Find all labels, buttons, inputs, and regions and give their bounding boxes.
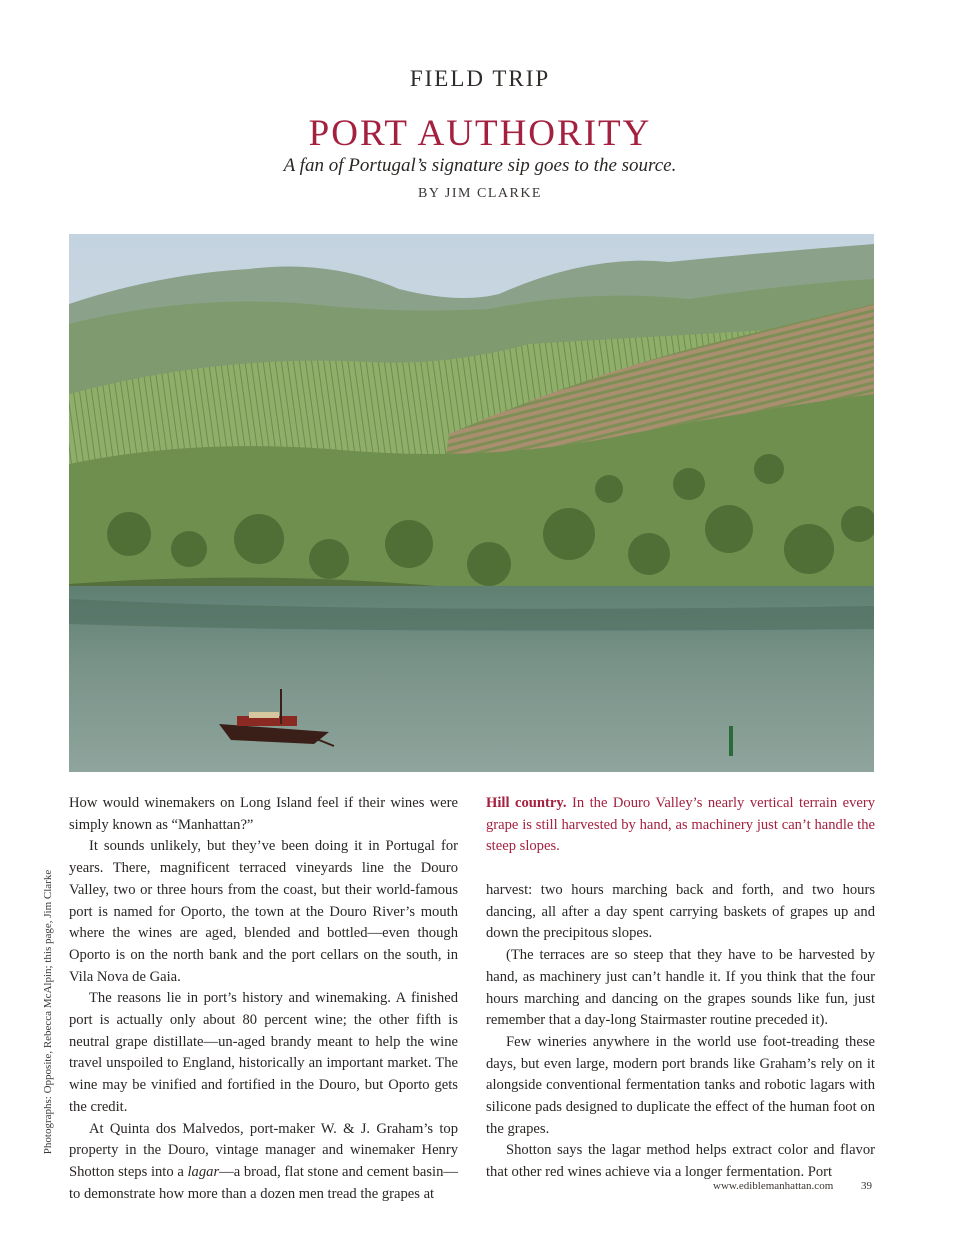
paragraph-text: —a broad, flat stone and cement basin— to demonstrate how more than a dozen men tread the grapes at (69, 1163, 458, 1202)
footer-url: www.ediblemanhattan.com (713, 1180, 834, 1192)
italic-term: lagar (187, 1163, 220, 1180)
section-label: FIELD TRIP (409, 66, 551, 91)
article-headline: PORT AUTHORITY (308, 113, 652, 154)
paragraph: The reasons lie in port’s history and winemaking. A finished port is actually only about 80 percent wine; the other fifth is neutral grape distillate—un-aged brandy meant to help the wine travel unspoiled to England, historically an important market. The wine may be vinified and fortified in the Douro, but Oporto gets the credit. (69, 990, 458, 1115)
byline: BY JIM CLARKE (418, 186, 542, 201)
caption-text: In the Douro Valley’s nearly vertical terrain every grape is still harvested by hand, as machinery just can’t handle the steep slopes. (486, 795, 875, 855)
paragraph: Few wineries anywhere in the world use foot-treading these days, but even large, modern port brands like Graham’s rely on it alongside conventional fermentation tanks and robotic lagars with silicone pads designed to duplicate the effect of the human foot on the grapes. (486, 1033, 875, 1137)
photo-caption (486, 793, 875, 858)
paragraph-text: At Quinta dos Malvedos, port-maker W. & J. Graham’s top property in the Douro, vintage manager and winemaker Henry Shotton steps into a (69, 1120, 458, 1180)
paragraph: It sounds unlikely, but they’ve been doing it in Portugal for years. There, magnificent terraced vineyards line the Douro Valley, two or three hours from the coast, but their world-famous port is named for Oporto, the town at the Douro River’s mouth where the wines are aged, blended and bottled—even though Oporto is on the north bank and the port cellars on the south, in Vila Nova de Gaia. (69, 838, 458, 985)
paragraph: Shotton says the lagar method helps extract color and flavor that other red wines achieve via a longer fermentation. Port (486, 1142, 875, 1181)
douro-valley-photo (69, 234, 874, 772)
page-number: 39 (861, 1180, 872, 1192)
article-dek: A fan of Portugal’s signature sip goes to the source. (283, 155, 677, 176)
paragraph: (The terraces are so steep that they have to be harvested by hand, as machinery just can’t handle it. If you think that the four hours marching and dancing on the grapes sounds like fun, just remember that a day-long Stairmaster routine preceded it). (486, 947, 875, 1029)
paragraph: How would winemakers on Long Island feel if their wines were simply known as “Manhattan?” (69, 795, 458, 833)
body-column-right (486, 880, 875, 1184)
body-column-left (69, 793, 458, 1205)
paragraph: harvest: two hours marching back and forth, and two hours dancing, all after a day spent carrying baskets of grapes up and down the precipitous slopes. (486, 882, 875, 942)
caption-lead: Hill country. (486, 795, 567, 811)
paragraph (69, 1119, 458, 1206)
photo-credit-text: Photographs: Opposite, Rebecca McAlpin; this page, Jim Clarke (42, 869, 54, 1155)
